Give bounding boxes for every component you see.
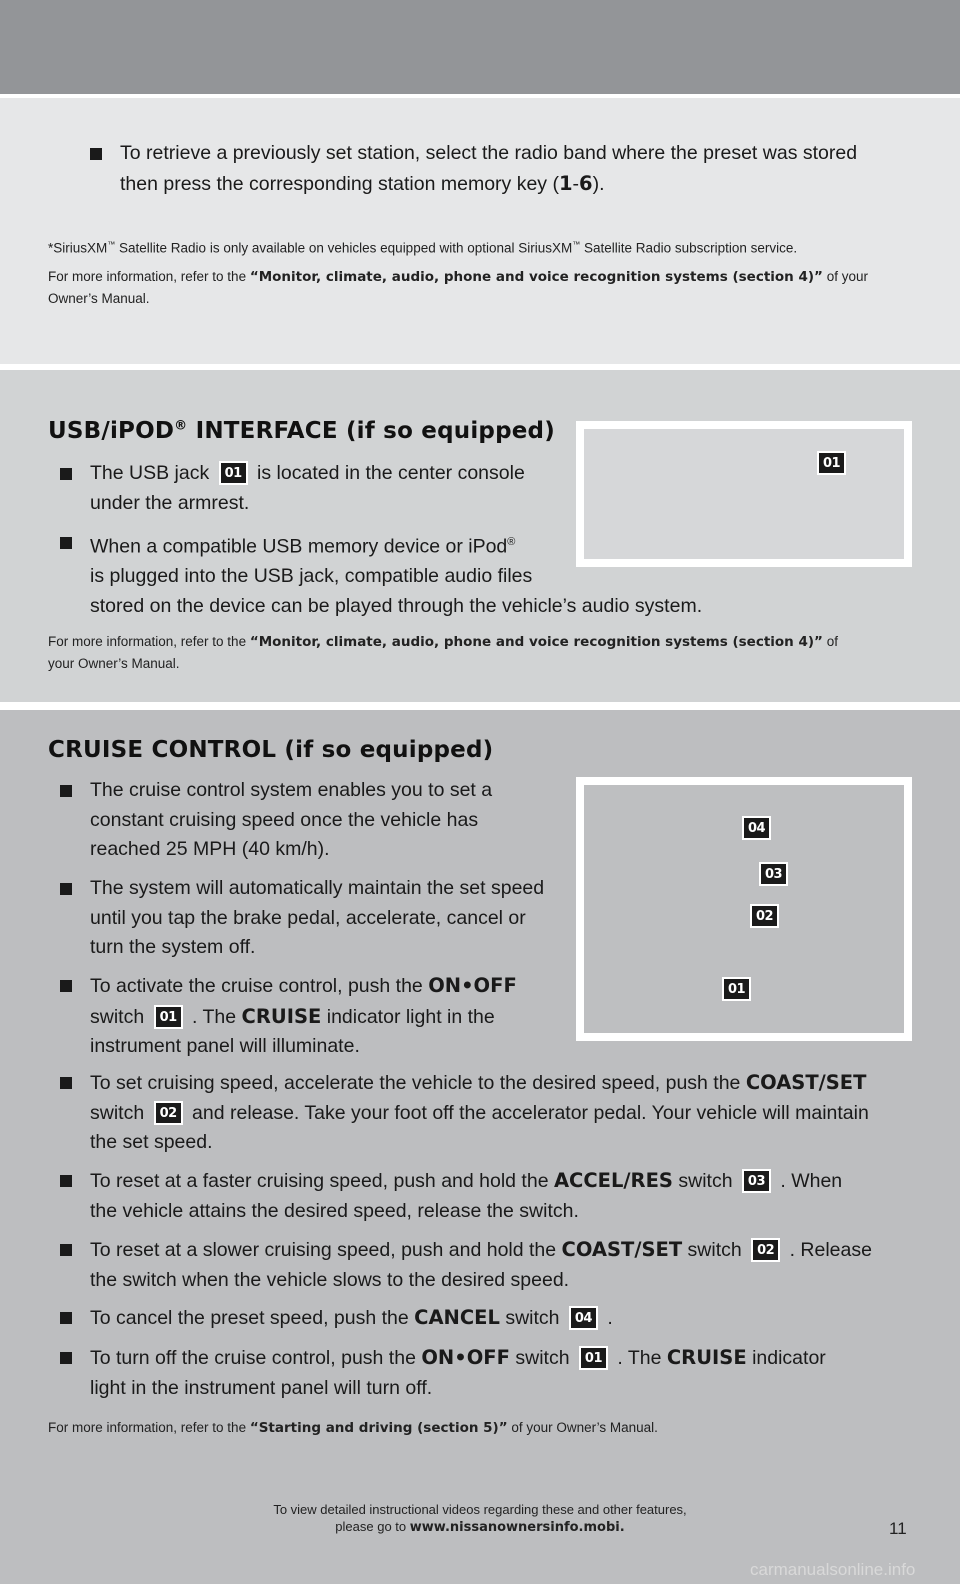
bullet-square-icon (60, 1312, 72, 1324)
bullet-text: When a compatible USB memory device or iPod (90, 535, 508, 558)
switch-name: ON•OFF (428, 974, 517, 997)
bullet-text: switch (90, 1101, 150, 1124)
bullet-text: switch (90, 1005, 150, 1028)
bullet-text: switch (682, 1239, 748, 1261)
bullet-text: The cruise control system enables you to set a (90, 779, 493, 801)
usb-jack-photo (576, 421, 912, 567)
bullet-square-icon (60, 883, 72, 895)
bullet-text: is located in the center console (251, 462, 525, 484)
callout-badge: 04 (569, 1306, 598, 1330)
callout-badge: 01 (817, 451, 846, 475)
footnote-text: Satellite Radio subscription service. (580, 240, 798, 256)
bullet-square-icon (60, 1352, 72, 1364)
reference-section-title: “Starting and driving (section 5)” (249, 1420, 508, 1436)
bullet-text: ). (592, 172, 605, 195)
reference-text: For more information, refer to the (48, 269, 250, 284)
divider (0, 702, 960, 710)
bullet-text: until you tap the brake pedal, accelerate, cancel or (90, 906, 526, 929)
bullet-text: To activate the cruise control, push the (90, 975, 429, 997)
photo-callout (722, 977, 751, 1001)
bullet-text: To reset at a faster cruising speed, push and hold the (90, 1170, 554, 1192)
bullet-text: . When (774, 1170, 843, 1192)
trademark-symbol: ™ (572, 240, 581, 249)
callout-badge: 01 (219, 461, 248, 485)
bullet-item (60, 459, 620, 518)
bullet-square-icon (60, 1244, 72, 1256)
trademark-symbol: ™ (107, 240, 116, 249)
footer (0, 1501, 960, 1536)
reference-text: of your Owner’s Manual. (507, 1420, 658, 1435)
photo-callout (750, 904, 779, 928)
bullet-text: switch (509, 1347, 575, 1369)
callout-badge: 01 (154, 1005, 183, 1029)
bullet-text: reached 25 MPH (40 km/h). (90, 838, 330, 860)
switch-name: CANCEL (414, 1306, 500, 1329)
footer-text: To view detailed instructional videos regarding these and other features, (273, 1502, 687, 1517)
bullet-text: stored on the device can be played through the vehicle’s audio system. (90, 594, 703, 617)
bullet-text: To retrieve a previously set station, select the radio band where the preset was stored (120, 142, 858, 164)
bullet-text: . (601, 1307, 613, 1329)
bullet-item (90, 139, 930, 199)
bullet-text: under the armrest. (90, 491, 250, 514)
page-number: 11 (889, 1519, 907, 1538)
reference-text: your Owner’s Manual. (48, 656, 180, 671)
bullet-text: switch (499, 1307, 565, 1329)
bullet-text: To set cruising speed, accelerate the vehicle to the desired speed, push the (90, 1072, 746, 1094)
bullet-text: indicator (746, 1347, 826, 1369)
bullet-square-icon (60, 537, 72, 549)
switch-name: COAST/SET (745, 1071, 867, 1094)
photo-callout (742, 816, 771, 840)
bullet-item (60, 1303, 940, 1334)
bullet-text: the set speed. (90, 1131, 213, 1153)
top-header-bar (0, 0, 960, 94)
reference-note (48, 631, 908, 674)
switch-name: ACCEL/RES (553, 1169, 673, 1192)
heading-text: INTERFACE (if so equipped) (187, 418, 555, 444)
bullet-text: switch (672, 1170, 738, 1192)
photo-callout (817, 451, 846, 475)
dash: - (572, 172, 580, 195)
bullet-square-icon (60, 1077, 72, 1089)
bullet-text: indicator light in the (321, 1005, 495, 1028)
reference-text: of your (822, 269, 868, 284)
footer-link[interactable]: www.nissanownersinfo.mobi. (409, 1520, 625, 1535)
callout-badge: 04 (742, 816, 771, 840)
bullet-item (60, 874, 580, 963)
section-heading: CRUISE CONTROL (if so equipped) (48, 737, 494, 763)
switch-name: COAST/SET (561, 1238, 683, 1261)
bullet-item (60, 1068, 940, 1158)
callout-badge: 02 (751, 1238, 780, 1262)
switch-name: ON•OFF (421, 1346, 510, 1369)
bullet-text: The system will automatically maintain the set speed (90, 877, 545, 899)
bullet-text: the vehicle attains the desired speed, release the switch. (90, 1199, 579, 1222)
bullet-text: then press the corresponding station memory key ( (120, 172, 559, 195)
bullet-square-icon (60, 785, 72, 797)
callout-badge: 01 (579, 1346, 608, 1370)
bullet-text: constant cruising speed once the vehicle has (90, 808, 479, 831)
callout-badge: 01 (722, 977, 751, 1001)
bullet-text: . The (186, 1005, 242, 1028)
memory-key-end: 6 (579, 171, 593, 195)
bullet-item (60, 1343, 940, 1403)
bullet-text: To reset at a slower cruising speed, push and hold the (90, 1239, 562, 1261)
bullet-item (60, 1235, 940, 1295)
reference-note (48, 266, 928, 309)
bullet-text: . Release (784, 1239, 872, 1261)
reference-section-title: “Monitor, climate, audio, phone and voice recognition systems (section 4)” (249, 634, 823, 650)
bullet-item (60, 1166, 940, 1226)
bullet-square-icon (60, 468, 72, 480)
reference-note (48, 1417, 928, 1439)
bullet-text: and release. Take your foot off the accelerator pedal. Your vehicle will maintain (186, 1101, 869, 1124)
callout-badge: 02 (154, 1101, 183, 1125)
section-heading (48, 418, 555, 444)
bullet-item (60, 776, 580, 865)
indicator-name: CRUISE (666, 1346, 747, 1369)
bullet-square-icon (90, 148, 102, 160)
registered-symbol: ® (174, 418, 188, 434)
cruise-control-section (0, 710, 960, 1584)
memory-key-start: 1 (558, 171, 573, 195)
bullet-text: turn the system off. (90, 936, 256, 958)
bullet-text: is plugged into the USB jack, compatible audio files (90, 565, 533, 587)
bullet-text: . The (611, 1347, 667, 1369)
radio-preset-section (0, 98, 960, 364)
footnote-text: Satellite Radio is only available on vehicles equipped with optional SiriusXM (115, 240, 573, 256)
callout-badge: 02 (750, 904, 779, 928)
reference-text: For more information, refer to the (48, 1420, 250, 1435)
indicator-name: CRUISE (241, 1004, 322, 1028)
bullet-item (60, 971, 580, 1062)
watermark: carmanualsonline.info (750, 1560, 916, 1579)
bullet-square-icon (60, 980, 72, 992)
bullet-text: To turn off the cruise control, push the (90, 1347, 422, 1369)
bullet-text: instrument panel will illuminate. (90, 1035, 360, 1057)
bullet-text: light in the instrument panel will turn off. (90, 1376, 433, 1399)
footnote-text: *SiriusXM (48, 240, 108, 256)
registered-symbol: ® (507, 536, 516, 548)
bullet-text: To cancel the preset speed, push the (90, 1307, 415, 1329)
bullet-text: The USB jack (90, 462, 215, 484)
reference-text: of (822, 634, 838, 649)
footnote (48, 234, 928, 259)
steering-wheel-switches-photo (576, 777, 912, 1041)
footer-text: please go to (335, 1519, 410, 1534)
photo-callout (759, 862, 788, 886)
reference-section-title: “Monitor, climate, audio, phone and voice recognition systems (section 4)” (249, 269, 823, 285)
usb-ipod-section (0, 370, 960, 702)
reference-text: For more information, refer to the (48, 634, 250, 649)
heading-text: USB/iPOD (48, 418, 175, 444)
bullet-square-icon (60, 1175, 72, 1187)
reference-text: Owner’s Manual. (48, 291, 150, 306)
callout-badge: 03 (759, 862, 788, 886)
callout-badge: 03 (742, 1169, 771, 1193)
bullet-text: the switch when the vehicle slows to the desired speed. (90, 1268, 570, 1291)
